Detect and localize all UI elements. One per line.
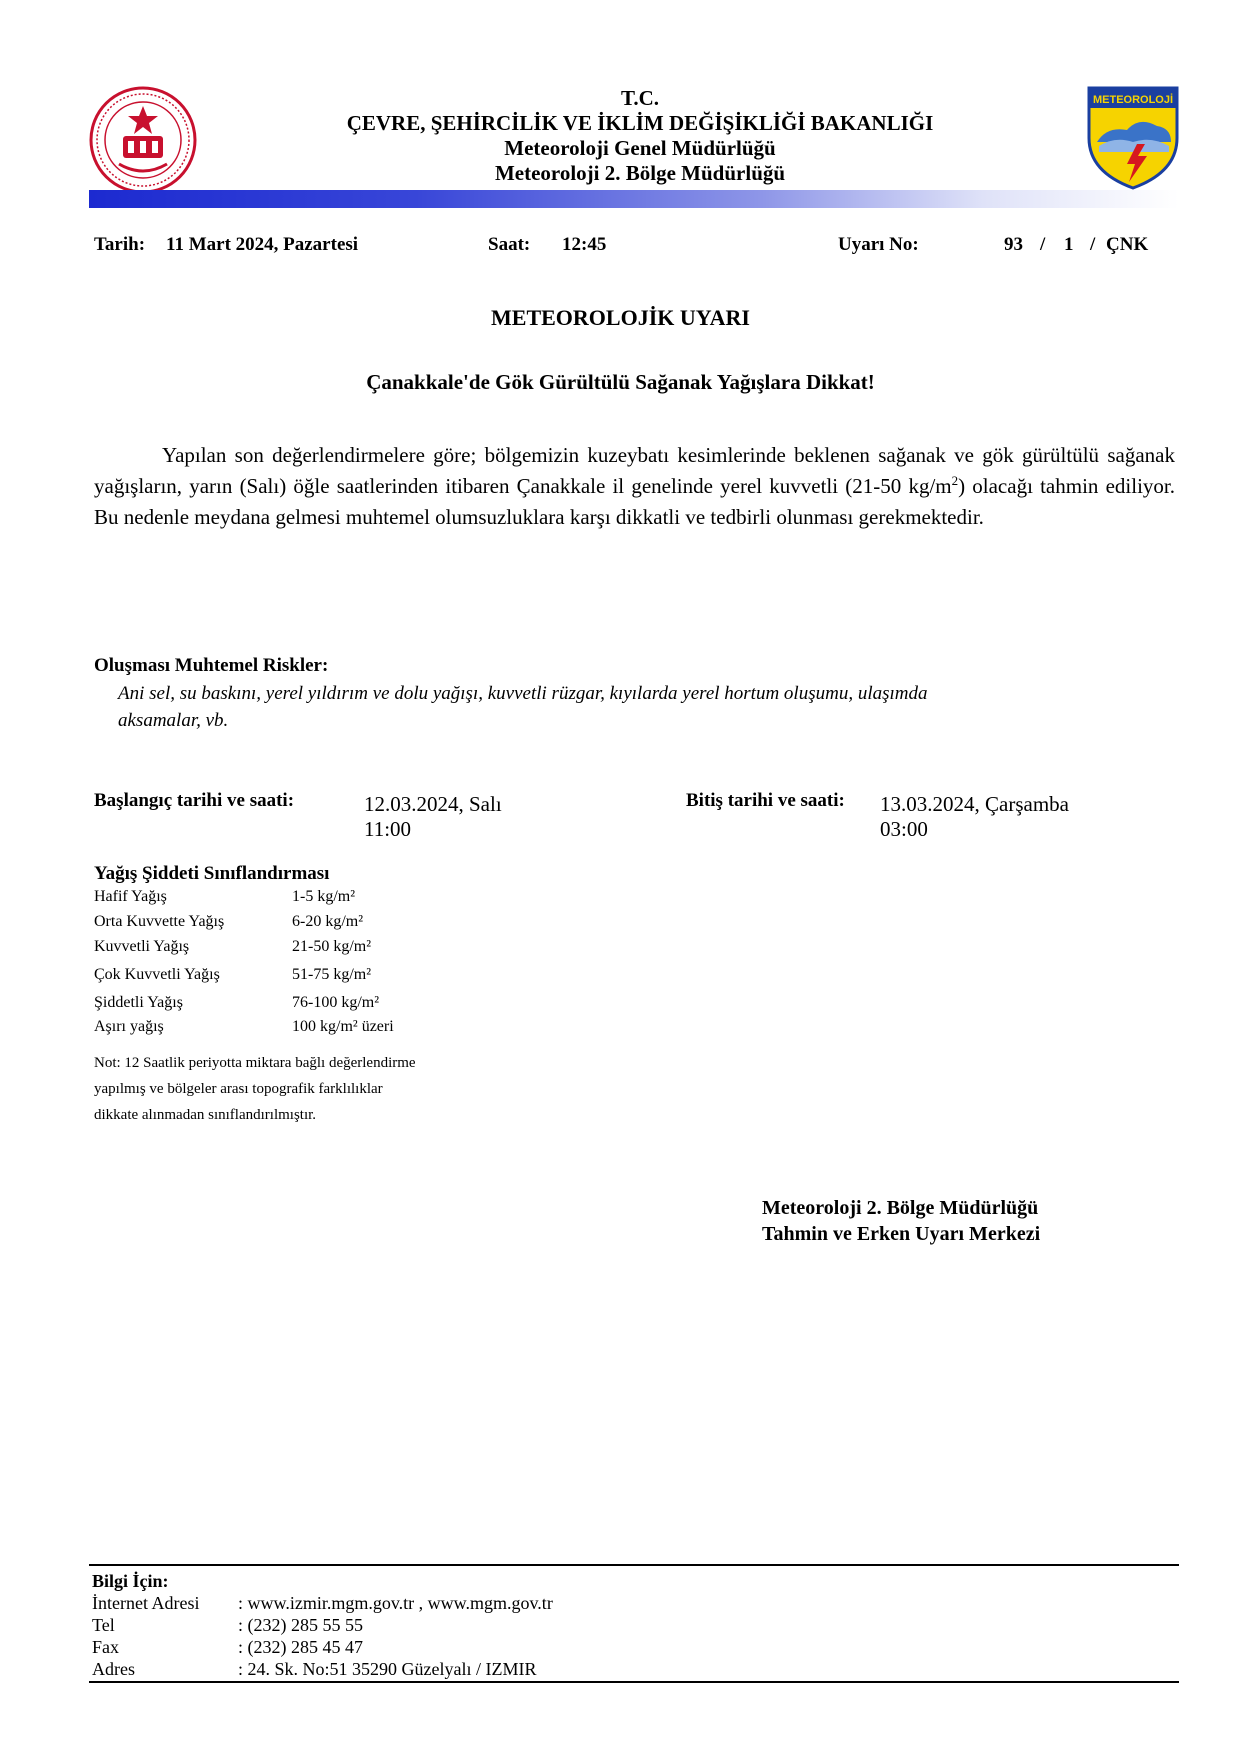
footer-label: Tel xyxy=(92,1615,115,1635)
description-text-1: Yapılan son değerlendirmelere göre; bölgemizin kuzeybatı kesimlerinde beklenen sağanak ve gök gürültülü sağanak yağışların, yarın (Salı) öğle saatlerinden itibaren Çanakkale il genelinde yerel kuvvetli (21-50 kg/m xyxy=(94,443,1175,498)
note-line-2: yapılmış ve bölgeler arası topografik farklılıklar xyxy=(94,1081,383,1097)
classification-value: 51-75 kg/m² xyxy=(292,966,372,983)
footer-label: Adres xyxy=(92,1659,135,1679)
warning-no-separator: / xyxy=(1040,234,1046,255)
footer-label: Fax xyxy=(92,1637,119,1657)
header-tc: T.C. xyxy=(620,86,660,110)
classification-value: 21-50 kg/m² xyxy=(292,938,372,955)
logo-text: METEOROLOJİ xyxy=(1092,94,1174,106)
footer-fax: : (232) 285 45 47 xyxy=(238,1637,363,1657)
warning-no-separator: / xyxy=(1090,234,1096,255)
warning-no-label: Uyarı No: xyxy=(838,234,919,255)
meteoroloji-shield-logo xyxy=(1087,86,1179,190)
classification-value: 1-5 kg/m² xyxy=(292,888,356,905)
start-date: 12.03.2024, Salı xyxy=(364,792,502,816)
classification-value: 6-20 kg/m² xyxy=(292,913,364,930)
classification-name: Şiddetli Yağış xyxy=(94,994,183,1011)
classification-name: Orta Kuvvette Yağış xyxy=(94,913,225,930)
risks-line-2: aksamalar, vb. xyxy=(118,710,229,731)
classification-value: 100 kg/m² üzeri xyxy=(292,1018,394,1035)
ministry-seal-logo xyxy=(89,86,197,194)
footer-label: İnternet Adresi xyxy=(92,1593,200,1613)
warning-no-region: ÇNK xyxy=(1106,234,1149,255)
classification-note xyxy=(94,1050,514,1128)
classification-name: Çok Kuvvetli Yağış xyxy=(94,966,220,983)
description-superscript: 2 xyxy=(951,473,959,488)
risks-text xyxy=(118,680,1098,734)
note-line-3: dikkate alınmadan sınıflandırılmıştır. xyxy=(94,1107,317,1123)
page-title: METEOROLOJİK UYARI xyxy=(491,305,750,330)
risks-heading: Oluşması Muhtemel Riskler: xyxy=(94,655,329,676)
signature-block xyxy=(762,1195,1040,1247)
warning-subtitle: Çanakkale'de Gök Gürültülü Sağanak Yağışlara Dikkat! xyxy=(366,370,875,394)
footer-phone: : (232) 285 55 55 xyxy=(238,1615,363,1635)
footer-website: : www.izmir.mgm.gov.tr , www.mgm.gov.tr xyxy=(238,1593,553,1613)
footer-top-divider xyxy=(89,1564,1179,1566)
classification-value: 76-100 kg/m² xyxy=(292,994,380,1011)
note-line-1: Not: 12 Saatlik periyotta miktara bağlı değerlendirme xyxy=(94,1055,416,1071)
warning-no-sequence: 1 xyxy=(1064,234,1074,255)
header-gradient-bar xyxy=(89,190,1179,208)
date-label: Tarih: xyxy=(94,234,146,255)
time-label: Saat: xyxy=(488,234,531,255)
time-value: 12:45 xyxy=(562,234,607,255)
risks-line-1: Ani sel, su baskını, yerel yıldırım ve dolu yağışı, kuvvetli rüzgar, kıyılarda yerel hortum oluşumu, ulaşımda xyxy=(118,683,928,704)
footer-bottom-divider xyxy=(89,1681,1179,1683)
start-label: Başlangıç tarihi ve saati: xyxy=(94,790,295,811)
footer-heading: Bilgi İçin: xyxy=(92,1571,169,1591)
signature-line-2: Tahmin ve Erken Uyarı Merkezi xyxy=(762,1223,1041,1245)
end-label: Bitiş tarihi ve saati: xyxy=(686,790,845,811)
header-general-directorate: Meteoroloji Genel Müdürlüğü xyxy=(504,136,776,160)
header-regional-directorate: Meteoroloji 2. Bölge Müdürlüğü xyxy=(494,161,786,185)
signature-line-1: Meteoroloji 2. Bölge Müdürlüğü xyxy=(762,1197,1039,1219)
header-ministry: ÇEVRE, ŞEHİRCİLİK VE İKLİM DEĞİŞİKLİĞİ BAKANLIĞI xyxy=(346,111,934,135)
classification-name: Aşırı yağış xyxy=(94,1018,164,1035)
end-time: 03:00 xyxy=(880,817,928,841)
classification-heading: Yağış Şiddeti Sınıflandırması xyxy=(94,863,330,884)
end-date: 13.03.2024, Çarşamba xyxy=(880,792,1069,816)
warning-no-number: 93 xyxy=(1004,234,1023,255)
footer-address: : 24. Sk. No:51 35290 Güzelyalı / IZMIR xyxy=(238,1659,537,1679)
start-time: 11:00 xyxy=(364,817,412,841)
date-value: 11 Mart 2024, Pazartesi xyxy=(166,234,359,255)
classification-name: Kuvvetli Yağış xyxy=(94,938,190,955)
warning-description xyxy=(94,440,1175,533)
classification-name: Hafif Yağış xyxy=(94,888,167,905)
description-text-2: ) olacağı tahmin ediliyor. Bu nedenle meydana gelmesi muhtemel olumsuzluklara karşı dikkatli ve tedbirli olunması gerekmektedir. xyxy=(94,474,1175,529)
